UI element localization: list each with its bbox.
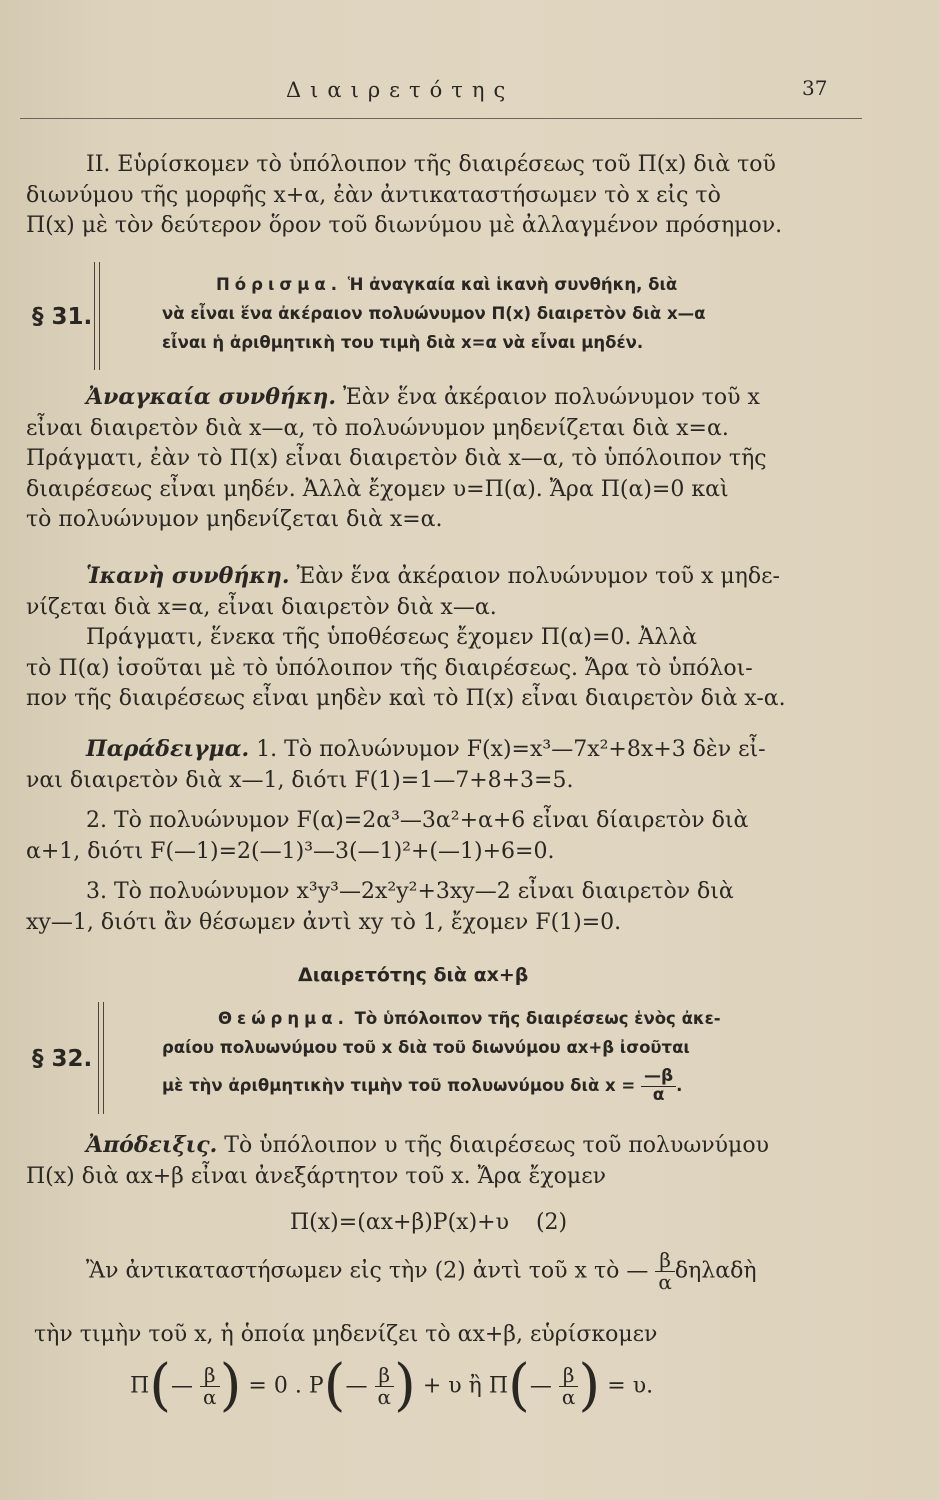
subheading: Διαιρετότης διὰ αx+β [298,964,529,986]
necessary-condition [26,382,856,536]
text-line: Τὸ ὑπόλοιπον υ τῆς διαιρέσεως τοῦ πολυωνύμου [224,1133,769,1158]
text-line: Πράγματι, ἐὰν τὸ Π(x) εἶναι διαιρετὸν διὰ x—α, τὸ ὑπόλοιπον τῆς [26,446,767,472]
fraction [200,1362,220,1409]
section-31-label: § 31. [32,304,93,330]
paren-left: ( [323,1353,346,1418]
text-line: τὸ Π(α) ἰσοῦται μὲ τὸ ὑπόλοιπον τῆς διαιρέσεως. Ἄρα τὸ ὑπόλοι- [26,655,753,681]
formula-part: Π [130,1373,150,1399]
header-rule [20,118,862,119]
paren-left: ( [149,1353,172,1418]
section-bar [98,1002,99,1114]
paren-right: ) [219,1353,242,1418]
text-line: νὰ εἶναι ἕνα ἀκέραιον πολυώνυμον Π(x) διαιρετὸν διὰ x—α [162,304,706,323]
fraction [655,1250,675,1293]
fraction-denominator: α [561,1384,576,1409]
text-line: Ἐὰν ἕνα ἀκέραιον πολυώνυμον τοῦ x μηδε- [296,564,780,589]
minus-sign: — [171,1373,194,1399]
text-line: Π(x) διὰ αx+β εἶναι ἀνεξάρτητον τοῦ x. Ἄρα ἔχομεν [26,1163,606,1189]
minus-sign: — [345,1373,368,1399]
fraction-numerator: —β [641,1068,676,1087]
fraction-numerator: β [375,1365,395,1387]
fraction-denominator: α [652,1084,665,1105]
text-line: α+1, διότι F(—1)=2(—1)³—3(—1)²+(—1)+6=0. [26,838,555,864]
section-bar [103,1002,104,1114]
corollary-box [162,270,852,357]
page-number: 37 [802,76,828,100]
text-line: νίζεται διὰ x=α, εἶναι διαιρετὸν διὰ x—α. [26,594,497,620]
fraction-numerator: β [200,1365,220,1387]
examples [26,734,856,939]
fraction [559,1362,579,1409]
minus-sign: — [529,1373,552,1399]
text-line: 1. Τὸ πολυώνυμον F(x)=x³—7x²+8x+3 δὲν εἶ- [256,737,766,762]
sufficient-heading: Ἱκανὴ συνθήκη. [86,563,290,589]
section-bar [99,262,100,370]
formula-part: + υ ἢ Π [422,1373,509,1399]
proof-heading: Ἀπόδειξις. [86,1132,218,1158]
example-heading: Παράδειγμα. [86,736,250,762]
paren-left: ( [508,1353,530,1418]
text-line: ραίου πολυωνύμου τοῦ x διὰ τοῦ διωνύμου αx+β ἰσοῦται [162,1038,690,1057]
text-line: ΙΙ. Εὑρίσκομεν τὸ ὑπόλοιπον τῆς διαιρέσεως τοῦ Π(x) διὰ τοῦ [86,152,776,177]
corollary-title: Πόρισμα. [216,275,342,294]
text-line: Π(x) μὲ τὸν δεύτερον ὅρον τοῦ διωνύμου μὲ ἀλλαγμένον πρόσημον. [26,213,783,239]
sufficient-condition [26,561,856,715]
fraction-denominator: α [203,1384,217,1409]
fraction-denominator: α [658,1270,672,1294]
text-line: εἶναι διαιρετὸν διὰ x—α, τὸ πολυώνυμον μηδενίζεται διὰ x=α. [26,415,729,441]
text-line: τὸ πολυώνυμον μηδενίζεται διὰ x=α. [26,507,443,533]
text-line: Ἂν ἀντικαταστήσωμεν εἰς τὴν (2) ἀντὶ τοῦ x τὸ — [86,1258,649,1284]
equation-2 [290,1210,567,1235]
text-line: Ἡ ἀναγκαία καὶ ἱκανὴ συνθήκη, διὰ [347,275,678,294]
text-line: xy—1, διότι ἂν θέσωμεν ἀντὶ xy τὸ 1, ἔχομεν F(1)=0. [26,909,622,935]
equation-number: (2) [535,1210,568,1235]
text-line: 3. Τὸ πολυώνυμον x³y³—2x²y²+3xy—2 εἶναι διαιρετὸν διὰ [86,879,734,905]
theorem-box [162,1004,852,1105]
fraction [641,1068,676,1105]
fraction-denominator: α [377,1384,392,1409]
fraction-numerator: β [559,1365,579,1387]
value-line: τὴν τιμὴν τοῦ x, ἡ ὁποία μηδενίζει τὸ αx+β, εὑρίσκομεν [34,1322,658,1347]
text-line: Ἐὰν ἕνα ἀκέραιον πολυώνυμον τοῦ x [343,385,760,410]
final-formula [130,1353,654,1418]
theorem-title: Θεώρημα. [218,1009,349,1028]
formula-part: = υ. [607,1373,654,1399]
end-dot: . [676,1075,683,1095]
text-line: διωνύμου τῆς μορφῆς x+α, ἐὰν ἀντικαταστήσωμεν τὸ x εἰς τὸ [26,182,721,208]
fraction-numerator: β [655,1250,675,1272]
proof [26,1130,856,1192]
text-line: διαιρέσεως εἶναι μηδέν. Ἀλλὰ ἔχομεν υ=Π(α). Ἄρα Π(α)=0 καὶ [26,476,729,502]
section-bar [94,262,95,370]
equation-body: Π(x)=(αx+β)P(x)+υ [290,1210,509,1235]
text-line: πον τῆς διαιρέσεως εἶναι μηδὲν καὶ τὸ Π(x) εἶναι διαιρετὸν διὰ x-α. [26,686,786,712]
substitution-line [86,1250,866,1293]
text-line: Πράγματι, ἕνεκα τῆς ὑποθέσεως ἔχομεν Π(α)=0. Ἀλλὰ [86,625,697,651]
paren-right: ) [394,1353,416,1418]
fraction [375,1362,395,1409]
section-32-label: § 32. [32,1046,93,1072]
necessary-heading: Ἀναγκαία συνθήκη. [86,384,337,410]
text-line: δηλαδὴ [674,1258,757,1284]
formula-part: = 0 . P [248,1373,324,1399]
text-line: ναι διαιρετὸν διὰ x—1, διότι F(1)=1—7+8+3=5. [26,767,574,793]
paren-right: ) [578,1353,601,1418]
text-line: Τὸ ὑπόλοιπον τῆς διαιρέσεως ἑνὸς ἀκε- [354,1009,721,1028]
paragraph-ii [26,150,846,242]
text-line: μὲ τὴν ἀριθμητικὴν τιμὴν τοῦ πολυωνύμου διὰ x = [162,1075,636,1095]
text-line: 2. Τὸ πολυώνυμον F(α)=2α³—3α²+α+6 εἶναι δίαιρετὸν διὰ [86,808,749,834]
text-line: εἶναι ἡ ἀριθμητικὴ του τιμὴ διὰ x=α νὰ εἶναι μηδέν. [162,333,644,352]
running-header: Διαιρετότης [286,78,515,102]
